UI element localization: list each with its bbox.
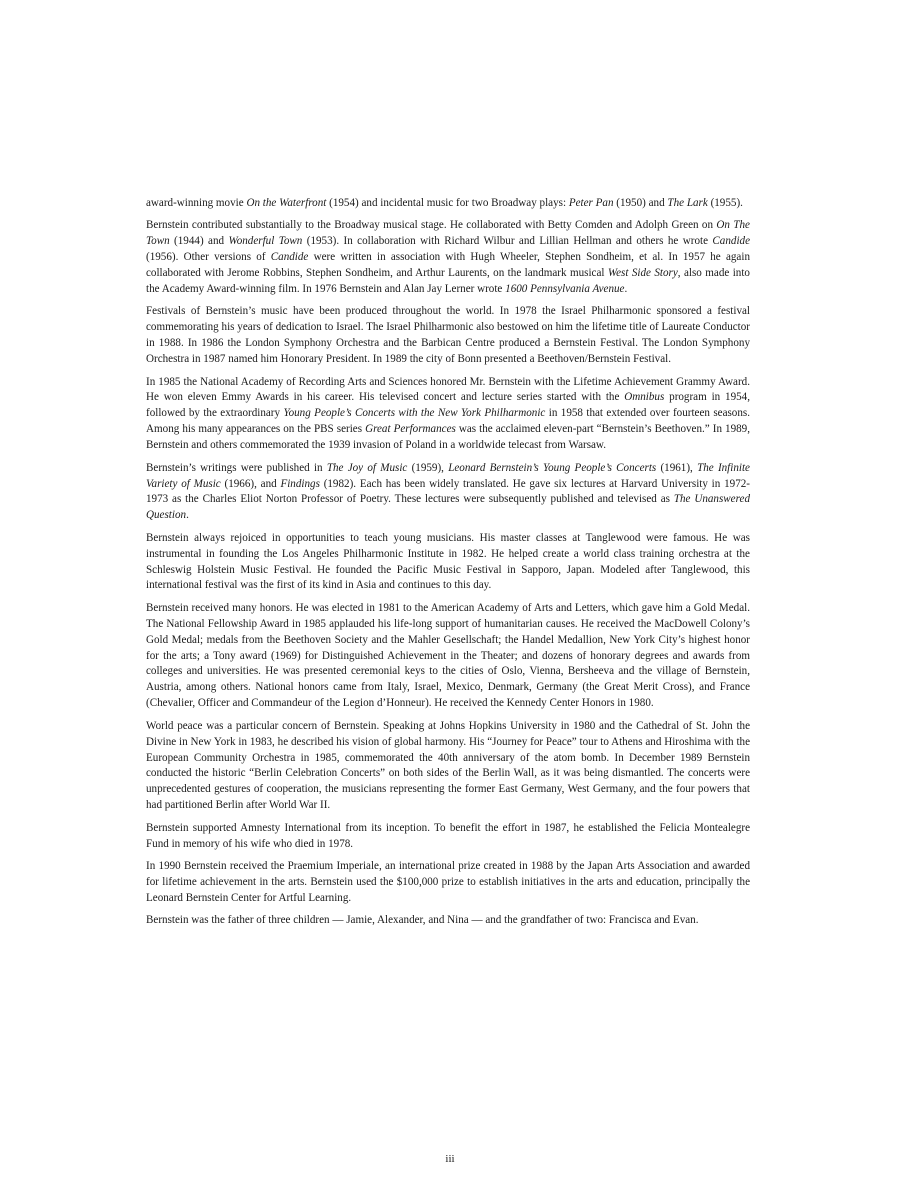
body-text <box>146 196 750 936</box>
text-run: In 1990 Bernstein received the Praemium Imperiale, an international prize created in 1988 by the Japan Arts Association and awarded for lifetime achievement in the arts. Bernstein used the $100,000 prize to establish initiatives in the arts and education, principally the Leonard Bernstein Center for Artful Learning. <box>146 859 750 904</box>
paragraph <box>146 461 750 525</box>
italic-title: Wonderful Town <box>228 235 303 248</box>
text-run: (1950) and <box>613 197 668 209</box>
paragraph <box>146 196 750 212</box>
paragraph <box>146 859 750 907</box>
text-run: were written in association with Hugh Wheeler, Stephen Sondheim, et al. In 1957 he again collaborated with Jerome Robbins, Stephen Sondheim, and Arthur Laurents, on the landmark musical <box>146 251 750 280</box>
italic-title: On the Waterfront <box>246 197 327 209</box>
text-run: award-winning movie <box>146 197 247 209</box>
text-run: . <box>624 283 628 296</box>
text-run: (1956). Other versions of <box>146 251 271 264</box>
paragraph <box>146 601 750 712</box>
italic-title: On The Town <box>146 219 750 248</box>
text-run: program in 1954, followed by the extraordinary <box>146 391 750 420</box>
text-run: In 1985 the National Academy of Recording Arts and Sciences honored Mr. Bernstein with the Lifetime Achievement Grammy Award. He won eleven Emmy Awards in his career. His televised concert and lecture series started with the <box>146 375 750 404</box>
text-run: (1955). <box>707 197 743 209</box>
italic-title: West Side Story <box>607 267 678 280</box>
italic-title: Omnibus <box>624 391 665 404</box>
text-run: (1961), <box>656 461 698 474</box>
text-run: , also made into the Academy Award-winning film. In 1976 Bernstein and Alan Jay Lerner wrote <box>146 267 750 296</box>
text-run: Bernstein contributed substantially to the Broadway musical stage. He collaborated with Betty Comden and Adolph Green on <box>146 219 717 232</box>
text-run: (1953). In collaboration with Richard Wilbur and Lillian Hellman and others he wrote <box>302 235 713 248</box>
text-run: Festivals of Bernstein’s music have been produced throughout the world. In 1978 the Israel Philharmonic sponsored a festival commemorating his years of dedication to Israel. The Israel Philharmonic also bestowed on him the lifetime title of Laureate Conductor in 1988. In 1986 the London Symphony Orchestra and the Barbican Centre produced a Bernstein Festival. The London Symphony Orchestra in 1987 named him Honorary President. In 1989 the city of Bonn presented a Beethoven/Bernstein Festival. <box>146 305 750 366</box>
italic-title: Candide <box>712 235 750 248</box>
paragraph <box>146 821 750 853</box>
italic-title: Leonard Bernstein’s Young People’s Concerts <box>448 461 657 474</box>
italic-title: Young People’s Concerts with the New York Philharmonic <box>283 407 546 420</box>
text-run: Bernstein was the father of three children — Jamie, Alexander, and Nina — and the grandfather of two: Francisca and Evan. <box>146 914 699 927</box>
text-run: Bernstein’s writings were published in <box>146 461 327 474</box>
italic-title: 1600 Pennsylvania Avenue <box>505 283 625 296</box>
paragraph <box>146 719 750 814</box>
text-run: (1954) and incidental music for two Broadway plays: <box>326 197 569 209</box>
text-run: in 1958 that extended over fourteen seasons. Among his many appearances on the PBS series <box>146 407 750 436</box>
italic-title: Findings <box>280 477 320 490</box>
text-run: Bernstein supported Amnesty International from its inception. To benefit the effort in 1987, he established the Felicia Montealegre Fund in memory of his wife who died in 1978. <box>146 821 750 850</box>
italic-title: Peter Pan <box>568 197 614 209</box>
text-run: Bernstein always rejoiced in opportunities to teach young musicians. His master classes at Tanglewood were famous. He was instrumental in founding the Los Angeles Philharmonic Institute in 1982. He helped create a world class training orchestra at the Schleswig Holstein Music Festival. He founded the Pacific Music Festival in Sapporo, Japan. Modeled after Tanglewood, this international festival was the first of its kind in Asia and continues to this day. <box>146 531 750 592</box>
italic-title: The Infinite Variety of Music <box>146 461 750 490</box>
paragraph <box>146 218 750 298</box>
text-run: (1966), and <box>220 477 281 490</box>
italic-title: The Unanswered Question <box>146 493 750 522</box>
paragraph <box>146 304 750 368</box>
page-number: iii <box>445 1153 455 1165</box>
paragraph <box>146 531 750 595</box>
text-run: (1982). Each has been widely translated. He gave six lectures at Harvard University in 1972-1973 as the Charles Eliot Norton Professor of Poetry. These lectures were subsequently published and televised as <box>146 477 750 506</box>
italic-title: The Lark <box>667 197 708 209</box>
italic-title: Candide <box>270 251 309 264</box>
text-run: World peace was a particular concern of Bernstein. Speaking at Johns Hopkins University in 1980 and the Cathedral of St. John the Divine in New York in 1983, he described his vision of global harmony. His “Journey for Peace” tour to Athens and Hiroshima with the European Community Orchestra in 1985, commemorated the 40th anniversary of the atom bomb. In December 1989 Bernstein conducted the historic “Berlin Celebration Concerts” on both sides of the Berlin Wall, as it was being dismantled. The concerts were unprecedented gestures of cooperation, the musicians representing the former East Germany, West Germany, and the four powers that had partitioned Berlin after World War II. <box>146 719 750 812</box>
text-run: Bernstein received many honors. He was elected in 1981 to the American Academy of Arts and Letters, which gave him a Gold Medal. The National Fellowship Award in 1985 applauded his life-long support of humanitarian causes. He received the MacDowell Colony’s Gold Medal; medals from the Beethoven Society and the Mahler Gesellschaft; the Handel Medallion, New York City’s highest honor for the arts; a Tony award (1969) for Distinguished Achievement in the Theater; and dozens of honorary degrees and awards from colleges and universities. He was presented ceremonial keys to the cities of Oslo, Vienna, Bersheeva and the village of Bernstein, Austria, among others. National honors came from Italy, Israel, Mexico, Denmark, Germany (the Great Merit Cross), and France (Chevalier, Officer and Commandeur of the Legion d’Honneur). He received the Kennedy Center Honors in 1980. <box>146 601 750 710</box>
paragraph <box>146 913 750 929</box>
italic-title: Great Performances <box>365 423 456 436</box>
paragraph <box>146 375 750 455</box>
text-run: (1959), <box>407 461 449 474</box>
italic-title: The Joy of Music <box>326 461 408 474</box>
text-run: . <box>186 509 189 522</box>
text-run: was the acclaimed eleven-part “Bernstein’s Beethoven.” In 1989, Bernstein and others commemorated the 1939 invasion of Poland in a worldwide telecast from Warsaw. <box>146 423 750 452</box>
text-run: (1944) and <box>169 235 229 248</box>
